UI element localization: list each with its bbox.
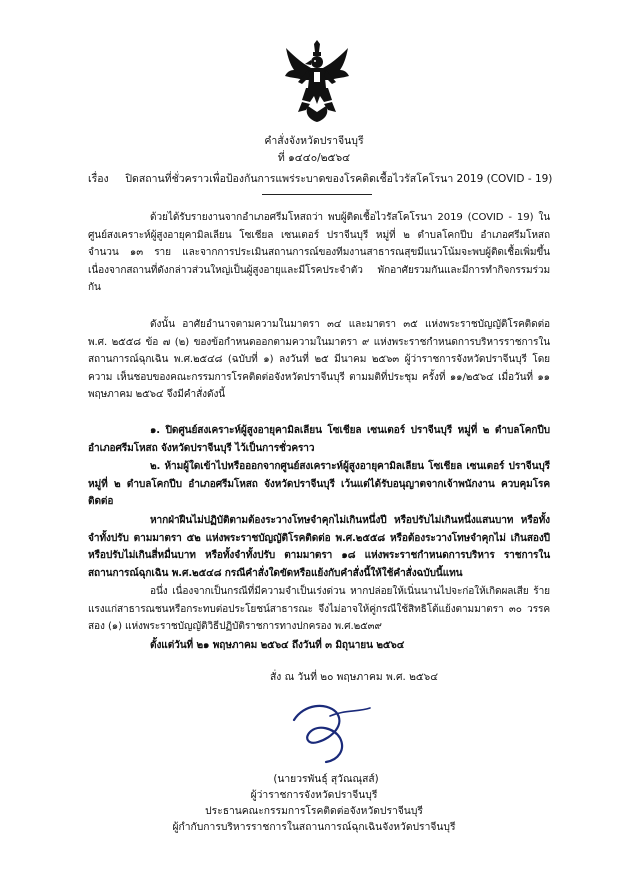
- order-item-2: ๒. ห้ามผู้ใดเข้าไปหรือออกจากศูนย์สงเคราะห์ผู้สูงอายุคามิลเลียน โซเชียล เซนเตอร์ ปราจีนบุรี หมู่ที่ ๒ ตำบลโคกปีบ อำเภอศรีมโหสถ จังหวัดปราจีนบุรี เว้นแต่ได้รับอนุญาตจากเจ้าพนักงาน ควบคุมโรคติดต่อ: [88, 461, 550, 508]
- penalty-paragraph: หากฝ่าฝืนไม่ปฏิบัติตามต้องระวางโทษจำคุกไม่เกินหนึ่งปี หรือปรับไม่เกินหนึ่งแสนบาท หรือทั้งจำทั้งปรับ ตามมาตรา ๕๒ แห่งพระราชบัญญัติโรคติดต่อ พ.ศ.๒๕๕๘ หรือต้องระวางโทษจำคุกไม่ เกินสองปี หรือปรับไม่เกินสี่หมื่นบาท หรือทั้งจำทั้งปรับ ตามมาตรา ๑๘ แห่งพระราชกำหนดการบริหาร ราชการในสถานการณ์ฉุกเฉิน พ.ศ.๒๕๔๘ กรณีคำสั่งใดขัดหรือแย้งกับคำสั่งนี้ให้ใช้คำสั่งฉบับนี้แทน: [88, 515, 550, 579]
- order-number: ที่ ๑๔๔๐/๒๕๖๔: [277, 152, 351, 164]
- signature-icon: [274, 698, 378, 764]
- divider: [262, 194, 372, 195]
- order-title: คำสั่งจังหวัดปราจีนบุรี: [264, 135, 364, 147]
- signer-name: (นายวรพันธุ์ สุวัณณุสส์): [273, 773, 379, 785]
- urgency-paragraph: อนึ่ง เนื่องจากเป็นกรณีที่มีความจำเป็นเร่งด่วน หากปล่อยให้เนิ่นนานไปจะก่อให้เกิดผลเสีย ร้ายแรงแก่สาธารณชนหรือกระทบต่อประโยชน์สาธารณะ จึงไม่อาจให้คู่กรณีใช้สิทธิโต้แย้งตามมาตรา ๓๐ วรรคสอง (๑) แห่งพระราชบัญญัติวิธีปฏิบัติราชการทางปกครอง พ.ศ.๒๕๓๙: [88, 586, 550, 633]
- effective-period: ตั้งแต่วันที่ ๒๑ พฤษภาคม ๒๕๖๔ ถึงวันที่ ๓ มิถุนายน ๒๕๖๔: [150, 640, 405, 651]
- signer-title-governor: ผู้ว่าราชการจังหวัดปราจีนบุรี: [250, 789, 378, 801]
- paragraph-authority: ดังนั้น อาศัยอำนาจตามความในมาตรา ๓๔ และมาตรา ๓๕ แห่งพระราชบัญญัติโรคติดต่อ พ.ศ. ๒๕๕๘ ข้อ ๗ (๒) ของข้อกำหนดออกตามความในมาตรา ๙ แห่งพระราชกำหนดการบริหารราชการใน สถานการณ์ฉุกเฉิน พ.ศ.๒๕๔๘ (ฉบับที่ ๑) ลงวันที่ ๒๕ มีนาคม ๒๕๖๓ ผู้ว่าราชการจังหวัดปราจีนบุรี โดยความ เห็นชอบของคณะกรรมการโรคติดต่อจังหวัดปราจีนบุรี ตามมติที่ประชุม ครั้งที่ ๑๑/๒๕๖๔ เมื่อวันที่ ๑๑ พฤษภาคม ๒๕๖๔ จึงมีคำสั่งดังนี้: [88, 319, 550, 401]
- subject-line: [88, 171, 552, 187]
- subject-text: ปิดสถานที่ชั่วคราวเพื่อป้องกันการแพร่ระบาดของโรคติดเชื้อไวรัสโคโรนา 2019 (COVID - 19): [125, 173, 553, 185]
- signer-title-emergency: ผู้กำกับการบริหารราชการในสถานการณ์ฉุกเฉินจังหวัดปราจีนบุรี: [172, 821, 456, 833]
- order-item-1: ๑. ปิดศูนย์สงเคราะห์ผู้สูงอายุคามิลเลียน โซเชียล เซนเตอร์ ปราจีนบุรี หมู่ที่ ๒ ตำบลโคกปีบ อำเภอศรีมโหสถ จังหวัดปราจีนบุรี ไว้เป็นการชั่วคราว: [88, 425, 550, 454]
- paragraph-report: ด้วยได้รับรายงานจากอำเภอศรีมโหสถว่า พบผู้ติดเชื้อไวรัสโคโรนา 2019 (COVID - 19) ในศูนย์สงเคราะห์ผู้สูงอายุคามิลเลียน โซเชียล เซนเตอร์ ปราจีนบุรี หมู่ที่ ๒ ตำบลโคกปีบ อำเภอศรีมโหสถ จำนวน ๑๓ ราย และจากการประเมินสถานการณ์ของทีมงานสาธารณสุขมีแนวโน้มจะพบผู้ติดเชื้อเพิ่มขึ้น เนื่องจากสถานที่ดังกล่าวส่วนใหญ่เป็นผู้สูงอายุและมีโรคประจำตัว พักอาศัยรวมกันและมีการทำกิจกรรมร่วมกัน: [88, 212, 550, 294]
- ordered-date: สั่ง ณ วันที่ ๒๐ พฤษภาคม พ.ศ. ๒๕๖๔: [269, 671, 439, 683]
- subject-label: เรื่อง: [88, 173, 109, 185]
- signer-title-committee: ประธานคณะกรรมการโรคติดต่อจังหวัดปราจีนบุรี: [205, 805, 423, 817]
- garuda-emblem-icon: [284, 40, 350, 122]
